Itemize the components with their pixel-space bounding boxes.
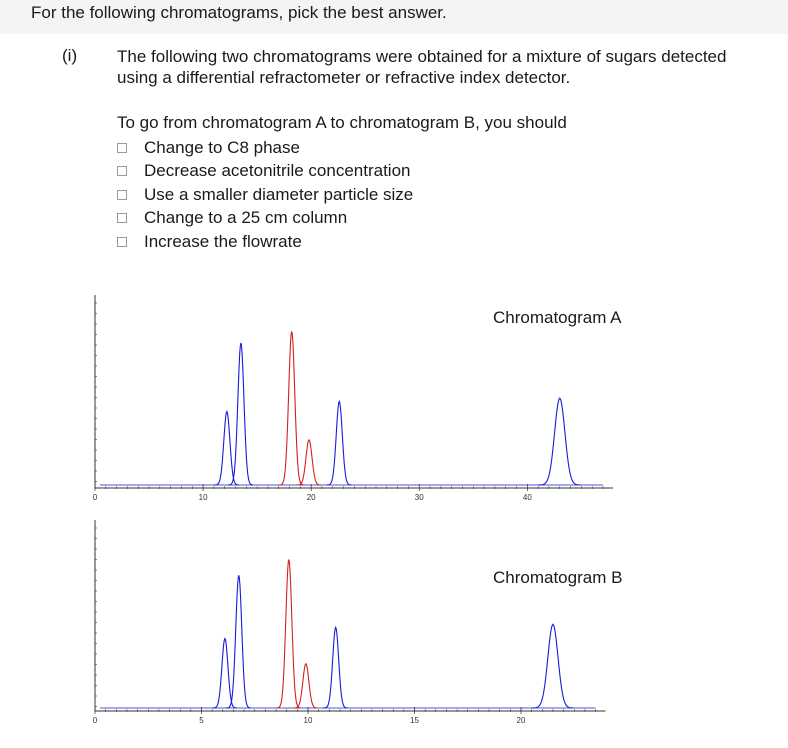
question-text: The following two chromatograms were obtained for a mixture of sugars detected using a differential refractometer or refractive index detector. [117, 47, 727, 87]
chromatogram-peak [538, 398, 580, 485]
question-number: (i) [62, 46, 78, 65]
page-title: For the following chromatograms, pick the best answer. [31, 3, 447, 22]
x-tick-label: 0 [92, 493, 98, 502]
option-label: Increase the flowrate [144, 231, 302, 251]
checkbox[interactable] [117, 213, 127, 223]
chromatogram-peak [296, 440, 321, 485]
answer-options [117, 136, 413, 254]
x-tick-label: 5 [199, 716, 204, 725]
x-tick-label: 40 [522, 493, 532, 502]
option-label: Use a smaller diameter particle size [144, 184, 414, 204]
x-tick-label: 20 [306, 493, 316, 502]
chromatogram-peak [214, 412, 239, 485]
x-tick-label: 15 [410, 716, 419, 725]
x-tick-label: 10 [303, 716, 313, 725]
x-tick-label: 10 [198, 493, 208, 502]
chromatogram-peak [327, 402, 352, 485]
option-label: Change to C8 phase [144, 137, 300, 157]
x-tick-label: 0 [92, 716, 98, 725]
checkbox[interactable] [117, 166, 127, 176]
answer-option[interactable] [117, 207, 413, 231]
chromatogram-peak [212, 638, 236, 708]
option-label: Decrease acetonitrile concentration [144, 161, 411, 181]
option-label: Change to a 25 cm column [144, 208, 348, 228]
answer-option[interactable] [117, 183, 413, 207]
checkbox[interactable] [117, 190, 127, 200]
chromatogram-peak [532, 624, 574, 708]
answer-option[interactable] [117, 160, 413, 184]
chromatogram-peak [323, 627, 347, 708]
question-prompt: To go from chromatogram A to chromatogram B, you should [117, 113, 567, 132]
chromatogram-peak [276, 559, 300, 708]
chromatogram-b-chart [0, 520, 788, 746]
x-tick-label: 30 [414, 493, 424, 502]
chart-title: Chromatogram A [493, 308, 622, 327]
x-tick-label: 20 [516, 716, 526, 725]
chromatogram-peak [293, 664, 317, 708]
chromatogram-a-chart [0, 290, 788, 510]
checkbox[interactable] [117, 143, 127, 153]
checkbox[interactable] [117, 237, 127, 247]
chart-title: Chromatogram B [493, 568, 623, 587]
answer-option[interactable] [117, 136, 413, 160]
chromatogram-peak [279, 331, 304, 485]
answer-option[interactable] [117, 230, 413, 254]
